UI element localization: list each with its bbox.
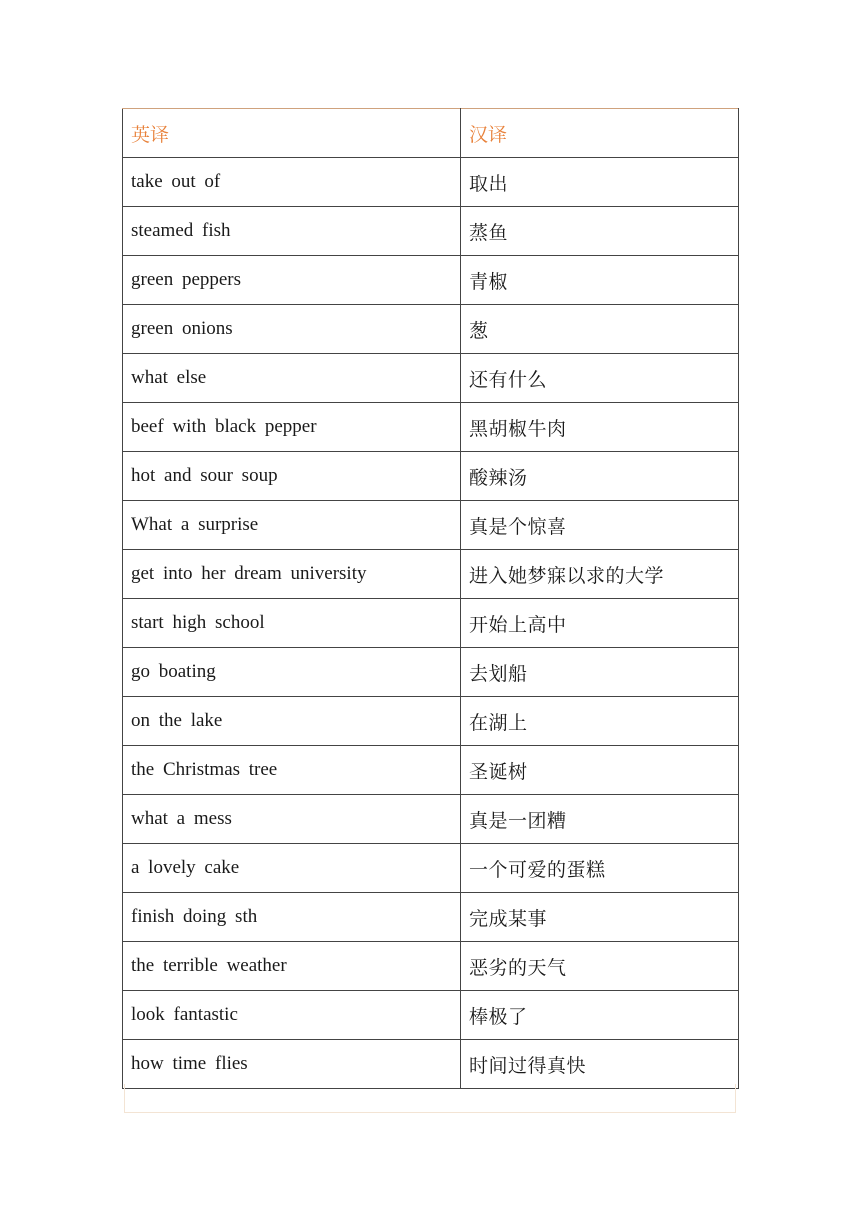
chinese-translation: 酸辣汤 (461, 452, 739, 501)
english-phrase: the Christmas tree (123, 746, 461, 795)
chinese-translation: 开始上高中 (461, 599, 739, 648)
table-row (123, 452, 739, 501)
chinese-translation: 完成某事 (461, 893, 739, 942)
english-phrase: green peppers (123, 256, 461, 305)
english-phrase: a lovely cake (123, 844, 461, 893)
table-row (123, 305, 739, 354)
table-row (123, 1040, 739, 1089)
english-phrase: the terrible weather (123, 942, 461, 991)
header-english: 英译 (123, 109, 461, 158)
table-row (123, 893, 739, 942)
english-phrase: look fantastic (123, 991, 461, 1040)
english-phrase: what else (123, 354, 461, 403)
table-row (123, 795, 739, 844)
table-header-row (123, 109, 739, 158)
english-phrase: beef with black pepper (123, 403, 461, 452)
table-row (123, 844, 739, 893)
chinese-translation: 真是一团糟 (461, 795, 739, 844)
table-row (123, 942, 739, 991)
chinese-translation: 圣诞树 (461, 746, 739, 795)
chinese-translation: 恶劣的天气 (461, 942, 739, 991)
english-phrase: finish doing sth (123, 893, 461, 942)
chinese-translation: 去划船 (461, 648, 739, 697)
table-row (123, 697, 739, 746)
chinese-translation: 葱 (461, 305, 739, 354)
english-phrase: get into her dream university (123, 550, 461, 599)
english-phrase: how time flies (123, 1040, 461, 1089)
table-row (123, 158, 739, 207)
chinese-translation: 蒸鱼 (461, 207, 739, 256)
chinese-translation: 棒极了 (461, 991, 739, 1040)
english-phrase: green onions (123, 305, 461, 354)
english-phrase: What a surprise (123, 501, 461, 550)
table-row (123, 991, 739, 1040)
table-row (123, 550, 739, 599)
chinese-translation: 取出 (461, 158, 739, 207)
english-phrase: hot and sour soup (123, 452, 461, 501)
english-phrase: what a mess (123, 795, 461, 844)
table-row (123, 256, 739, 305)
chinese-translation: 还有什么 (461, 354, 739, 403)
chinese-translation: 进入她梦寐以求的大学 (461, 550, 739, 599)
english-phrase: steamed fish (123, 207, 461, 256)
english-phrase: on the lake (123, 697, 461, 746)
vocabulary-table (122, 108, 739, 1089)
header-chinese: 汉译 (461, 109, 739, 158)
english-phrase: take out of (123, 158, 461, 207)
table-row (123, 501, 739, 550)
chinese-translation: 黑胡椒牛肉 (461, 403, 739, 452)
table-row (123, 599, 739, 648)
table-row (123, 354, 739, 403)
table-row (123, 648, 739, 697)
chinese-translation: 时间过得真快 (461, 1040, 739, 1089)
chinese-translation: 真是个惊喜 (461, 501, 739, 550)
table-row (123, 207, 739, 256)
table-row (123, 403, 739, 452)
english-phrase: start high school (123, 599, 461, 648)
chinese-translation: 在湖上 (461, 697, 739, 746)
english-phrase: go boating (123, 648, 461, 697)
table-row (123, 746, 739, 795)
empty-text-box (124, 1084, 736, 1113)
chinese-translation: 青椒 (461, 256, 739, 305)
chinese-translation: 一个可爱的蛋糕 (461, 844, 739, 893)
